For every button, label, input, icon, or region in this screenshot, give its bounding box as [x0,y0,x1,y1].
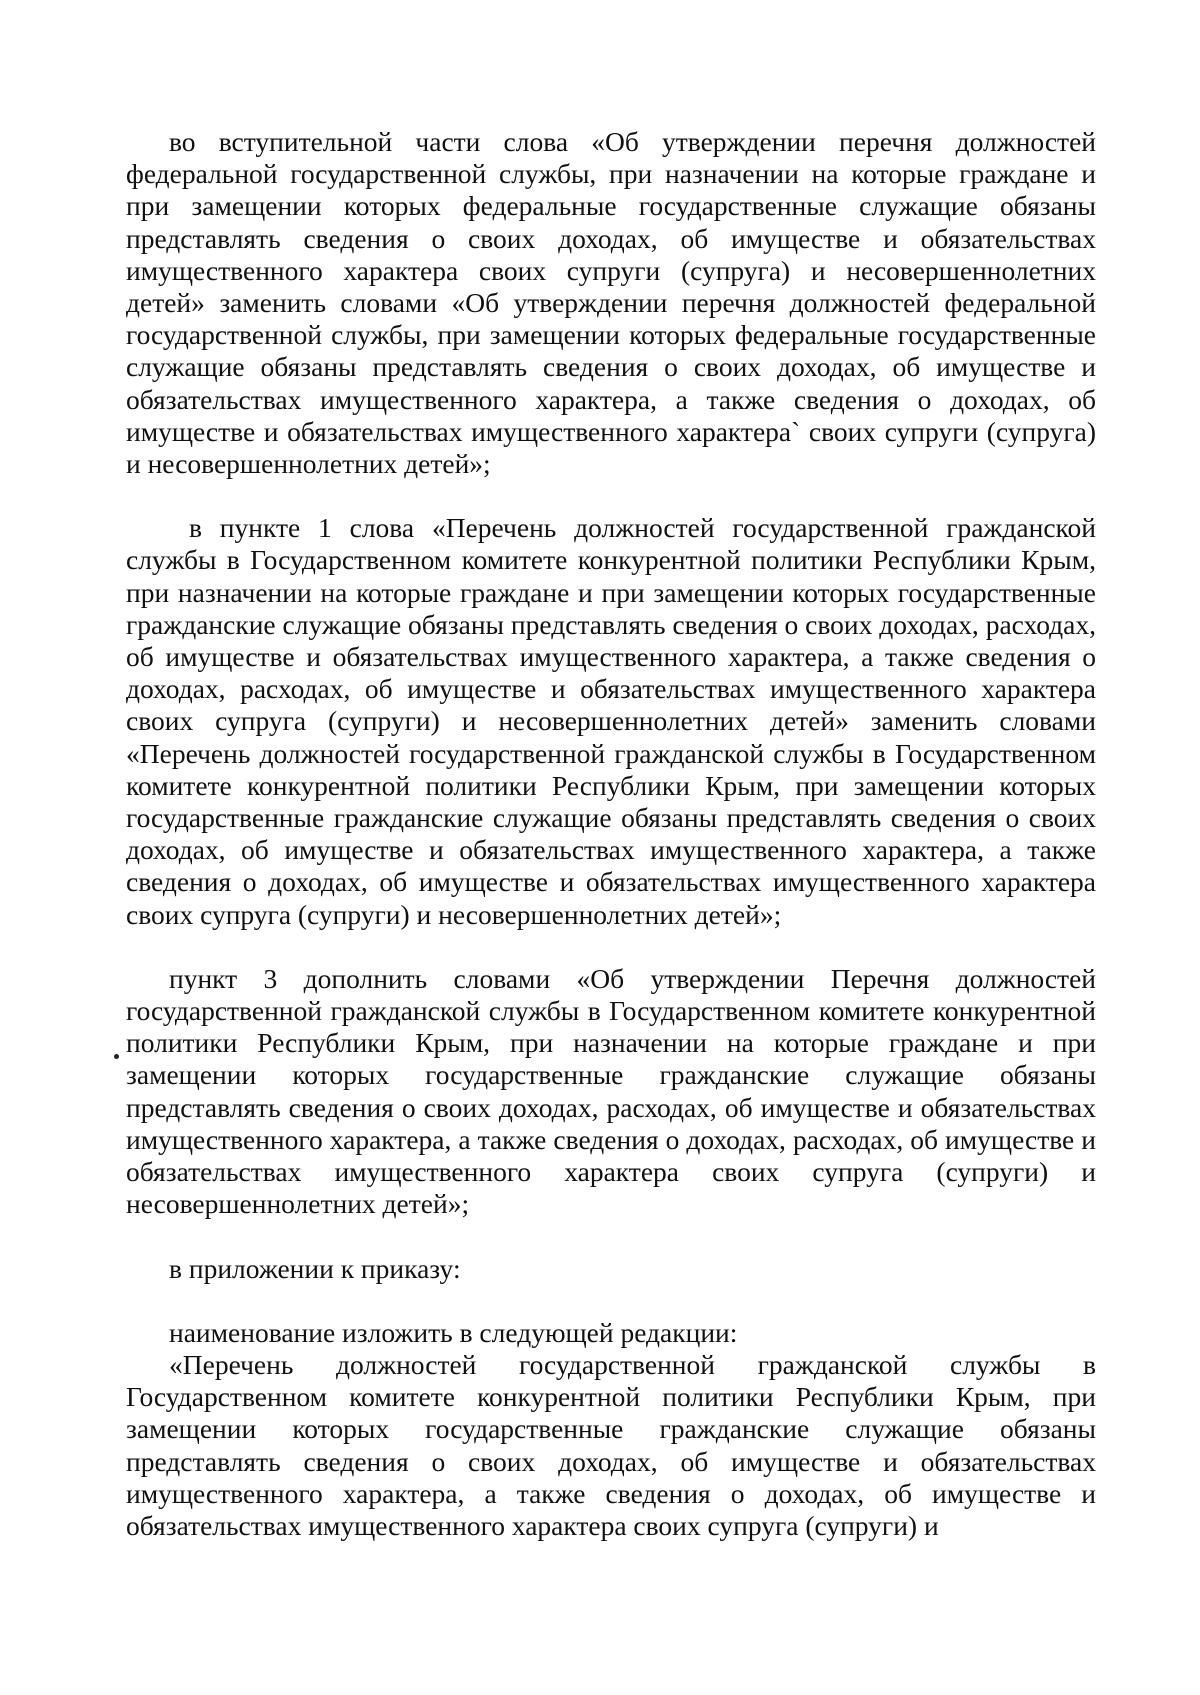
paragraph-point-1: в пункте 1 слова «Перечень должностей государственной гражданской службы в Государственном комитете конкурентной политики Республики Крым, при назначении на которые граждане и при замещении которых государственные гражданские служащие обязаны представлять сведения о своих доходах, расходах, об имуществе и обязательствах имущественного характера, а также сведения о доходах, расходах, об имуществе и обязательствах имущественного характера своих супруга (супруги) и несовершеннолетних детей» заменить словами «Перечень должностей государственной гражданской службы в Государственном комитете конкурентной политики Республики Крым, при замещении которых государственные гражданские служащие обязаны представлять сведения о своих доходах, об имуществе и обязательствах имущественного характера, а также сведения о доходах, об имуществе и обязательствах имущественного характера своих супруга (супруги) и несовершеннолетних детей»; [126,512,1096,930]
scan-mark [114,1054,119,1059]
paragraph-title-wording: наименование изложить в следующей редакции: [169,1316,738,1348]
paragraph-introductory-part: во вступительной части слова «Об утверждении перечня должностей федеральной государственной службы, при назначении на которые граждане и при замещении которых федеральные государственные служащие обязаны представлять сведения о своих доходах, об имуществе и обязательствах имущественного характера своих супруги (супруга) и несовершеннолетних детей» заменить словами «Об утверждении перечня должностей федеральной государственной службы, при замещении которых федеральные государственные служащие обязаны представлять сведения о своих доходах, об имуществе и обязательствах имущественного характера, а также сведения о доходах, об имуществе и обязательствах имущественного характера` своих супруги (супруга) и несовершеннолетних детей»; [126,126,1096,480]
document-body [126,126,1096,1542]
paragraph-appendix: в приложении к приказу: [169,1252,461,1284]
paragraph-point-3: пункт 3 дополнить словами «Об утверждении Перечня должностей государственной гражданской службы в Государственном комитете конкурентной политики Республики Крым, при назначении на которые граждане и при замещении которых государственные гражданские служащие обязаны представлять сведения о своих доходах, расходах, об имуществе и обязательствах имущественного характера, а также сведения о доходах, расходах, об имуществе и обязательствах имущественного характера своих супруга (супруги) и несовершеннолетних детей»; [126,962,1096,1220]
paragraph-new-title: «Перечень должностей государственной гражданской службы в Государственном комитете конкурентной политики Республики Крым, при замещении которых государственные гражданские служащие обязаны представлять сведения о своих доходах, об имуществе и обязательствах имущественного характера, а также сведения о доходах, об имуществе и обязательствах имущественного характера своих супруга (супруги) и [126,1348,1096,1541]
